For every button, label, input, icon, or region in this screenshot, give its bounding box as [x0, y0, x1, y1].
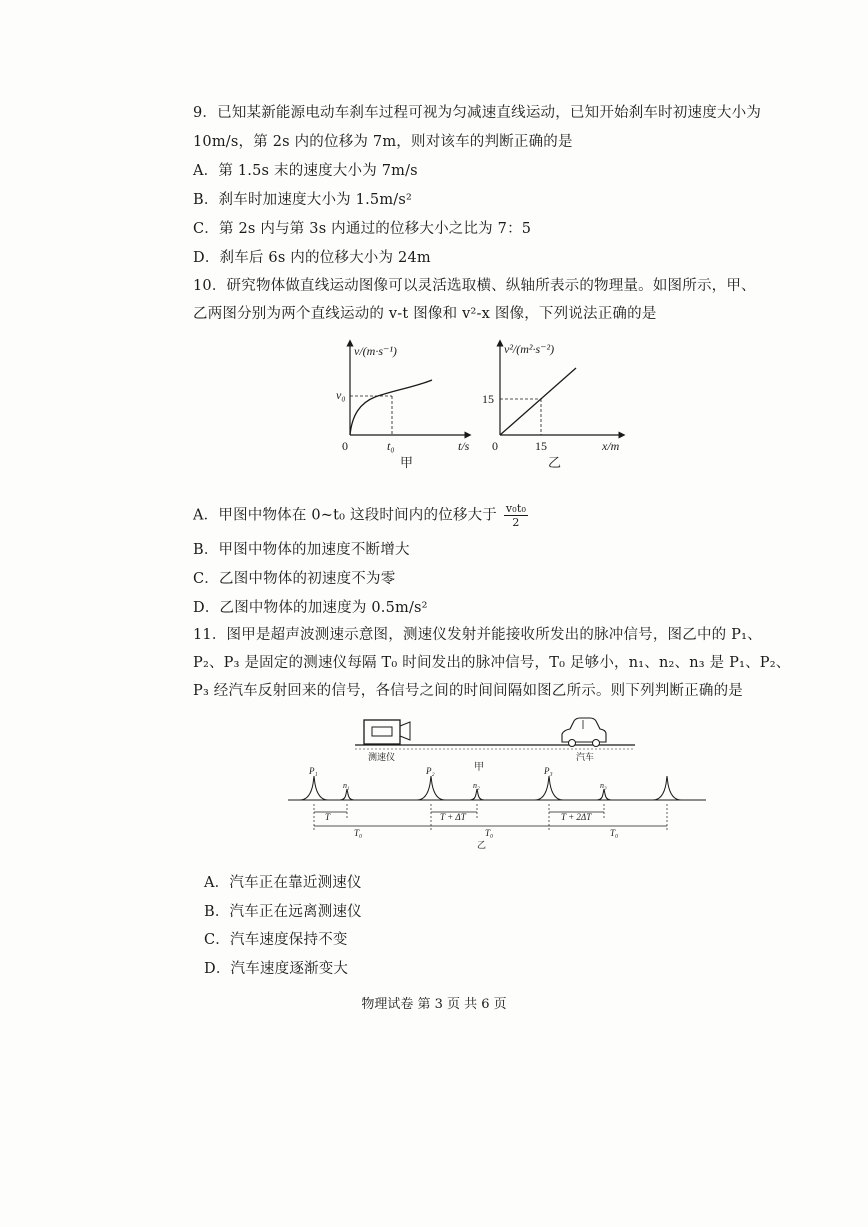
- graph-jia: [330, 335, 480, 475]
- interval-3-label: T + 2ΔT: [561, 812, 592, 822]
- q11-stem-line2: P₂、P₃ 是固定的测速仪每隔 T₀ 时间发出的脉冲信号，T₀ 足够小，n₁、n₂、n₃ 是 P₁、P₂、: [193, 655, 791, 671]
- jia-caption: 甲: [400, 455, 414, 470]
- speed-meter-icon: [364, 720, 410, 744]
- q10-option-a-fraction: [504, 502, 528, 529]
- label-p2: P₂: [426, 766, 435, 776]
- q10-stem-line1: 10．研究物体做直线运动图像可以灵活选取横、纵轴所表示的物理量。如图所示，甲、: [193, 278, 756, 294]
- jia-v0-label: v₀: [336, 388, 346, 402]
- q9-option-c: C．第 2s 内与第 3s 内通过的位移大小之比为 7：5: [193, 221, 532, 237]
- jia-curve: [350, 380, 432, 435]
- q10-option-a-text: A．甲图中物体在 0~t₀ 这段时间内的位移大于: [193, 507, 498, 524]
- q11-diagram: [280, 708, 720, 868]
- period-2-label: T₀: [485, 828, 494, 838]
- car-label: 汽车: [576, 752, 595, 762]
- q11-option-b: B．汽车正在远离测速仪: [204, 904, 362, 920]
- jia-ylabel: v/(m·s⁻¹): [354, 344, 397, 358]
- pulse-p4: [653, 776, 681, 800]
- q10-option-c: C．乙图中物体的初速度不为零: [193, 571, 396, 587]
- pulse-n1: [340, 789, 354, 800]
- device-label: 测速仪: [368, 752, 396, 762]
- jia-origin: 0: [342, 439, 348, 453]
- pulse-n2: [470, 789, 484, 800]
- label-n2: n₂: [473, 781, 480, 790]
- q10-option-d: D．乙图中物体的加速度为 0.5m/s²: [193, 600, 428, 616]
- interval-2-label: T + ΔT: [440, 812, 466, 822]
- q11-option-d: D．汽车速度逐渐变大: [204, 961, 349, 977]
- label-n3: n₃: [600, 781, 607, 790]
- q9-option-d: D．刹车后 6s 内的位移大小为 24m: [193, 250, 431, 266]
- yi-xlabel: x/m: [602, 439, 620, 453]
- q11-option-c: C．汽车速度保持不变: [204, 932, 348, 948]
- pulse-p3: [535, 776, 563, 800]
- caption-yi: 乙: [477, 840, 487, 850]
- yi-x-tick: 15: [535, 439, 547, 453]
- caption-jia: 甲: [474, 762, 484, 773]
- jia-xlabel: t/s: [458, 439, 470, 453]
- yi-y-tick: 15: [482, 392, 494, 406]
- car-icon: [562, 718, 606, 747]
- period-1-label: T₀: [354, 828, 363, 838]
- yi-origin: 0: [492, 439, 498, 453]
- q9-option-a: A．第 1.5s 末的速度大小为 7m/s: [193, 163, 418, 179]
- label-p3: P₃: [544, 766, 553, 776]
- q9-stem-line1: 9．已知某新能源电动车刹车过程可视为匀减速直线运动，已知开始刹车时初速度大小为: [193, 105, 762, 121]
- pulse-p2: [417, 776, 445, 800]
- yi-line: [500, 368, 576, 435]
- jia-t0-label: t₀: [387, 439, 395, 453]
- q10-stem-line2: 乙两图分别为两个直线运动的 v-t 图像和 v²-x 图像，下列说法正确的是: [193, 306, 657, 322]
- q9-option-b: B．刹车时加速度大小为 1.5m/s²: [193, 192, 413, 208]
- q11-stem-line3: P₃ 经汽车反射回来的信号，各信号之间的时间间隔如图乙所示。则下列判断正确的是: [193, 683, 743, 699]
- yi-caption: 乙: [548, 455, 562, 470]
- graph-yi: [480, 335, 635, 475]
- q10-option-a: [193, 502, 528, 529]
- yi-ylabel: v²/(m²·s⁻²): [504, 342, 555, 356]
- pulse-n3: [597, 789, 611, 800]
- q11-option-a: A．汽车正在靠近测速仪: [204, 875, 362, 891]
- page-footer: 物理试卷 第 3 页 共 6 页: [361, 997, 507, 1012]
- fraction-numerator: v₀t₀: [505, 502, 527, 515]
- label-n1: n₁: [343, 781, 350, 790]
- q9-stem-line2: 10m/s，第 2s 内的位移为 7m，则对该车的判断正确的是: [193, 134, 573, 150]
- period-3-label: T₀: [610, 828, 619, 838]
- fraction-denominator: 2: [512, 516, 520, 529]
- interval-1-label: T: [325, 812, 331, 822]
- pulse-p1: [300, 776, 328, 800]
- q11-stem-line1: 11．图甲是超声波测速示意图，测速仪发射并能接收所发出的脉冲信号，图乙中的 P₁、: [193, 627, 762, 643]
- label-p1: P₁: [309, 766, 318, 776]
- q10-option-b: B．甲图中物体的加速度不断增大: [193, 542, 410, 558]
